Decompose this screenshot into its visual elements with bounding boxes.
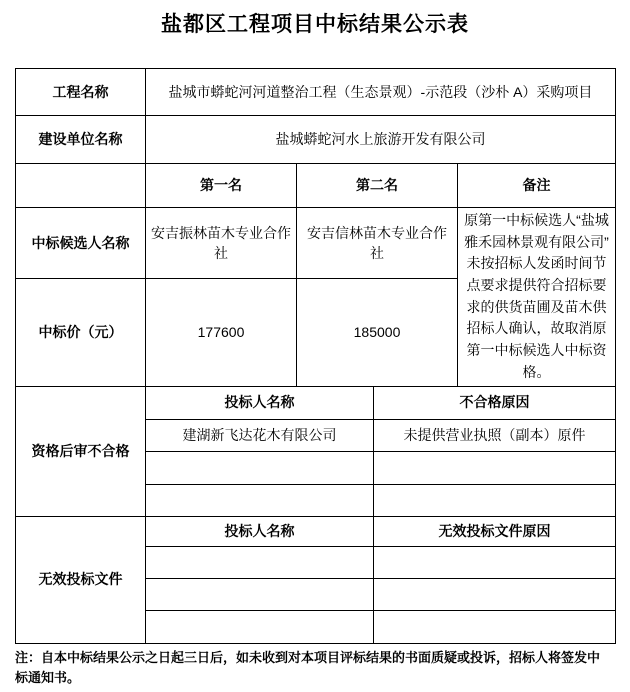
table-row — [16, 116, 616, 164]
price-label: 中标价（元） — [16, 279, 146, 386]
project-name-label: 工程名称 — [16, 69, 146, 116]
unqualified-header-row — [16, 386, 616, 419]
invalid-reason-cell — [374, 546, 616, 578]
main-info-table — [15, 68, 616, 387]
owner-name-label: 建设单位名称 — [16, 116, 146, 164]
invalid-reason-cell — [374, 578, 616, 610]
invalid-section-table — [15, 516, 616, 644]
invalid-bidder-header: 投标人名称 — [146, 516, 374, 546]
table-row — [16, 69, 616, 116]
rank-header-row — [16, 164, 616, 208]
unqualified-section-table — [15, 386, 616, 517]
candidates-label: 中标候选人名称 — [16, 208, 146, 279]
unqualified-bidder-cell — [146, 451, 374, 484]
footer-note: 注：自本中标结果公示之日起三日后，如未收到对本项目评标结果的书面质疑或投诉，招标人将签发中标通知书。 — [15, 650, 601, 685]
project-name-value: 盐城市蟒蛇河河道整治工程（生态景观）-示范段（沙朴 A）采购项目 — [146, 69, 616, 116]
remark-header: 备注 — [458, 164, 616, 208]
invalid-bidder-cell — [146, 610, 374, 643]
unqualified-bidder-header: 投标人名称 — [146, 386, 374, 419]
result-table — [15, 68, 615, 644]
invalid-header-row — [16, 516, 616, 546]
first-place-header: 第一名 — [146, 164, 297, 208]
empty-cell — [16, 164, 146, 208]
second-place-header: 第二名 — [297, 164, 458, 208]
unqualified-reason-cell: 未提供营业执照（副本）原件 — [374, 419, 616, 451]
unqualified-section-label: 资格后审不合格 — [16, 386, 146, 516]
invalid-section-label: 无效投标文件 — [16, 516, 146, 643]
candidate-second-value: 安吉信林苗木专业合作社 — [297, 208, 458, 279]
candidate-first-value: 安吉振林苗木专业合作社 — [146, 208, 297, 279]
candidates-row — [16, 208, 616, 279]
owner-name-value: 盐城蟒蛇河水上旅游开发有限公司 — [146, 116, 616, 164]
unqualified-bidder-cell: 建湖新飞达花木有限公司 — [146, 419, 374, 451]
invalid-bidder-cell — [146, 578, 374, 610]
page-title: 盐都区工程项目中标结果公示表 — [161, 13, 469, 36]
unqualified-reason-cell — [374, 451, 616, 484]
price-first-value: 177600 — [146, 279, 297, 386]
remark-value: 原第一中标候选人“盐城雅禾园林景观有限公司”未按招标人发函时间节点要求提供符合招标要求的供货苗圃及苗木供招标人确认，故取消原第一中标候选人中标资格。 — [458, 208, 616, 387]
price-second-value: 185000 — [297, 279, 458, 386]
unqualified-reason-cell — [374, 484, 616, 516]
unqualified-bidder-cell — [146, 484, 374, 516]
invalid-bidder-cell — [146, 546, 374, 578]
unqualified-reason-header: 不合格原因 — [374, 386, 616, 419]
invalid-reason-header: 无效投标文件原因 — [374, 516, 616, 546]
invalid-reason-cell — [374, 610, 616, 643]
